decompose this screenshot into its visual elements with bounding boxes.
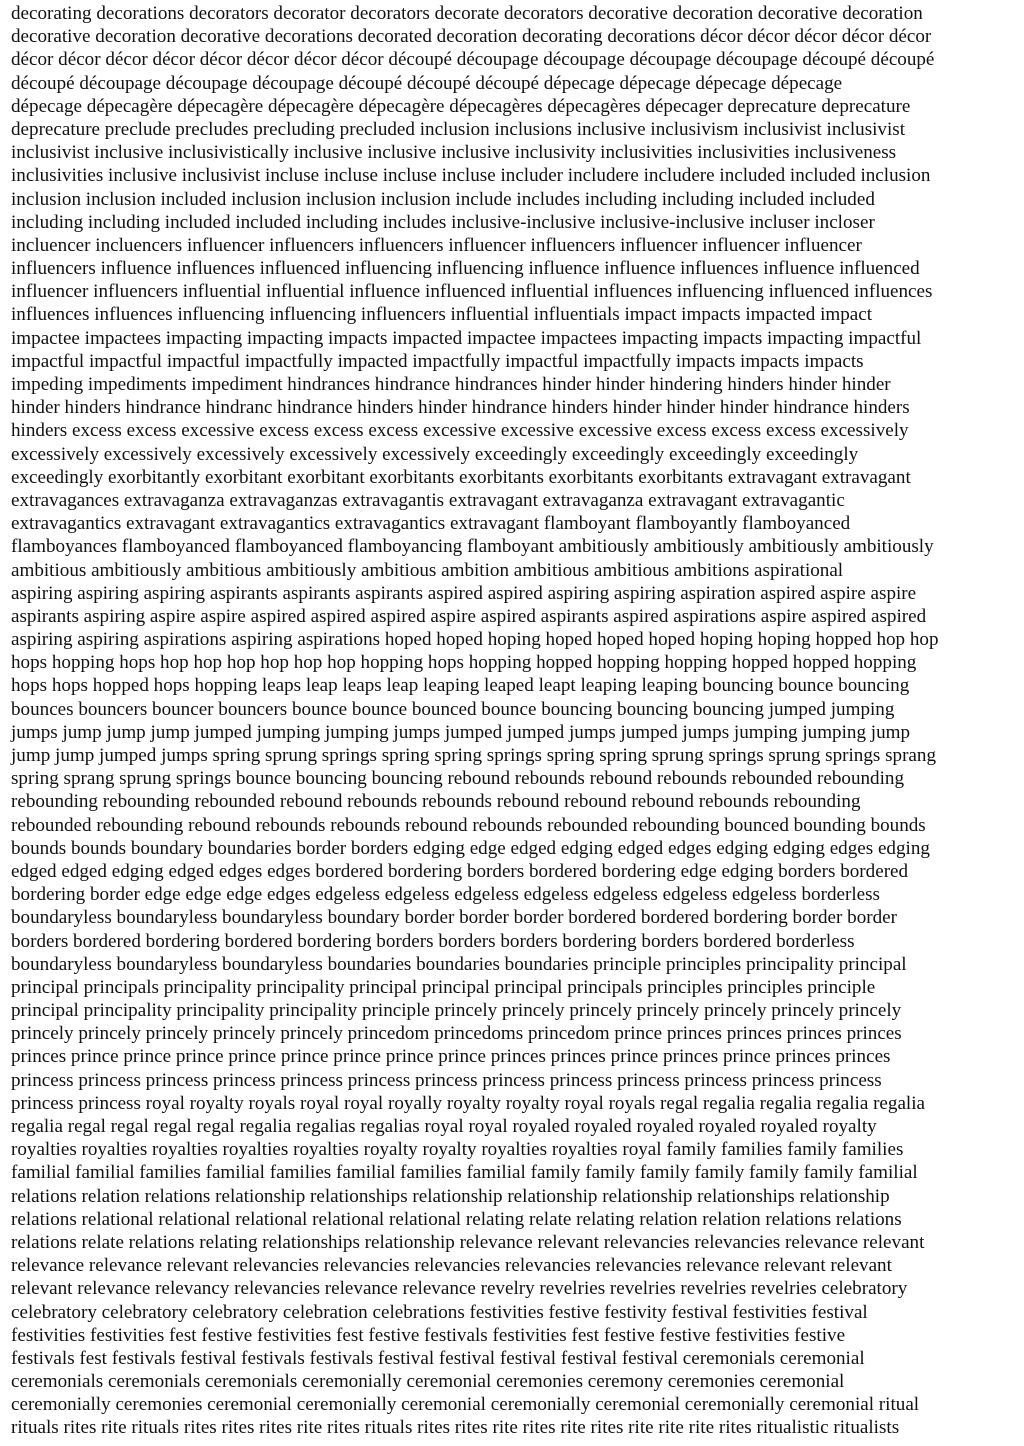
text-line: excessively excessively excessively excessively excessively exceedingly exceedingly exceedingly exceedingly	[11, 443, 859, 465]
text-line: influencers influence influences influenced influencing influencing influence influence influences influence influenced	[11, 258, 920, 280]
text-line: hops hops hopped hops hopping leaps leap leaps leap leaping leaped leapt leaping leaping bouncing bounce bouncing	[11, 675, 910, 697]
text-line: exceedingly exorbitantly exorbitant exorbitant exorbitants exorbitants exorbitants exorbitants extravagant extravagant	[11, 466, 911, 488]
text-line: relations relate relations relating relationships relationship relevance relevant relevancies relevancies relevance relevant	[11, 1231, 925, 1253]
text-line: aspiring aspiring aspirations aspiring aspirations hoped hoped hoping hoped hoped hoped hoping hoping hopped hop hop	[11, 629, 939, 651]
text-line: découpé découpage découpage découpage découpé découpé découpé dépecage dépecage dépecage dépecage	[11, 72, 843, 94]
text-line: inclusivities inclusive inclusivist incluse incluse incluse incluse includer includere includere included included inclusion	[11, 165, 931, 187]
text-line: relevance relevance relevant relevancies relevancies relevancies relevancies relevancies relevance relevant relevant	[11, 1255, 892, 1277]
text-line: ceremonially ceremonies ceremonial ceremonially ceremonial ceremonially ceremonial ceremonially ceremonial ritual	[11, 1394, 920, 1416]
text-line: ambitious ambitiously ambitious ambitiously ambitious ambition ambitious ambitious ambitions aspirational	[11, 559, 844, 581]
text-line: impactee impactees impacting impacting impacts impacted impactee impactees impacting impacts impacting impactful	[11, 327, 922, 349]
text-line: bordering border edge edge edge edges edgeless edgeless edgeless edgeless edgeless edgeless edgeless borderless	[11, 884, 880, 906]
text-line: hinders excess excess excessive excess excess excess excessive excessive excessive excess excess excess excessively	[11, 420, 909, 442]
text-line: extravagances extravaganza extravaganzas extravagantis extravagant extravaganza extravagant extravagantic	[11, 489, 845, 511]
text-line: regalia regal regal regal regal regalia regalias regalias royal royal royaled royaled royaled royaled royaled royalty	[11, 1116, 877, 1137]
text-line: inclusion inclusion included inclusion inclusion inclusion include includes including including included included	[11, 188, 875, 210]
text-line: decorative decoration decorative decorations decorated decoration decorating decorations décor décor décor décor décor	[11, 26, 932, 48]
text-line: jump jump jumped jumps spring sprung springs spring spring springs spring spring sprung springs sprung springs sprang	[11, 745, 936, 766]
text-line: celebratory celebratory celebratory celebration celebrations festivities festive festivity festival festivities festival	[11, 1301, 868, 1323]
text-line: flamboyances flamboyanced flamboyanced flamboyancing flamboyant ambitiously ambitiously ambitiously ambitiously	[11, 536, 934, 558]
text-line: boundaryless boundaryless boundaryless boundary border border border bordered bordered bordering border border	[11, 907, 897, 929]
text-line: festivals fest festivals festival festivals festivals festival festival festival festival festival ceremonials ceremonial	[11, 1347, 865, 1369]
text-line: rebounding rebounding rebounded rebound rebounds rebounds rebound rebound rebound rebounds rebounding	[11, 791, 861, 813]
text-line: impeding impediments impediment hindrances hindrance hindrances hinder hinder hindering hinders hinder hinder	[11, 374, 891, 395]
text-line: princes prince prince prince prince prince prince prince prince princes princes prince princes prince princes princes	[11, 1046, 891, 1068]
text-line: ceremonials ceremonials ceremonials ceremonially ceremonial ceremonies ceremony ceremonies ceremonial	[11, 1371, 845, 1393]
text-line: influences influences influencing influencing influencers influential influentials impact impacts impacted impact	[11, 304, 873, 326]
text-line: princess princess princess princess princess princess princess princess princess princess princess princess princess	[11, 1069, 882, 1091]
text-line: principal principals principality principality principal principal principal principals principles principles principle	[11, 976, 876, 998]
text-line: aspirants aspiring aspire aspire aspired aspired aspired aspire aspired aspirants aspired aspirations aspire aspired aspired	[11, 605, 927, 627]
text-line: incluencer incluencers influencer influencers influencers influencer influencers influencer influencer influencer	[11, 234, 862, 256]
text-line: borders bordered bordering bordered bordering borders borders borders bordering borders bordered borderless	[11, 930, 855, 952]
text-line: royalties royalties royalties royalties royalties royalty royalty royalties royalties royal family families family families	[11, 1139, 904, 1161]
text-line: impactful impactful impactful impactfully impacted impactfully impactful impactfully impacts impacts impacts	[11, 350, 864, 372]
text-line: relations relational relational relational relational relational relating relate relating relation relation relations relations	[11, 1208, 902, 1230]
text-line: rituals rites rite rituals rites rites rites rite rites rituals rites rites rite rites rite rites rite rite rite rites ritualistic ritualists	[11, 1417, 900, 1439]
document-page	[11, 2, 1019, 1440]
text-line: deprecature preclude precludes precluding precluded inclusion inclusions inclusive inclusivism inclusivist inclusivist	[11, 118, 906, 140]
text-line: relations relation relations relationship relationships relationship relationship relationship relationships relationship	[11, 1185, 890, 1207]
text-line: edged edged edging edged edges edges bordered bordering borders bordered bordering edge edging borders bordered	[11, 860, 909, 882]
text-line: princely princely princely princely princely princedom princedoms princedom prince princes princes princes princes	[11, 1023, 902, 1045]
text-line: boundaryless boundaryless boundaryless boundaries boundaries boundaries principle principles principality principal	[11, 953, 907, 975]
text-line: festivities festivities fest festive festivities fest festive festivals festivities fest festive festive festivities festive	[11, 1324, 846, 1346]
text-line: hops hopping hops hop hop hop hop hop hop hopping hops hopping hopped hopping hopping hopped hopped hopping	[11, 652, 917, 674]
text-line: decorating decorations decorators decorator decorators decorate decorators decorative decoration decorative decoration	[11, 3, 923, 24]
text-line: hinder hinders hindrance hindranc hindrance hinders hinder hindrance hinders hinder hinder hinder hindrance hinders	[11, 397, 910, 419]
text-line: princess princess royal royalty royals royal royal royally royalty royalty royal royals regal regalia regalia regalia regalia	[11, 1092, 926, 1114]
text-line: aspiring aspiring aspiring aspirants aspirants aspirants aspired aspired aspiring aspiring aspiration aspired aspire aspire	[11, 582, 917, 604]
text-line: rebounded rebounding rebound rebounds rebounds rebound rebounds rebounded rebounding bounced bounding bounds	[11, 814, 926, 836]
text-line: bounces bouncers bouncer bouncers bounce bounce bounced bounce bouncing bouncing bouncing jumped jumping	[11, 698, 895, 720]
text-line: dépecage dépecagère dépecagère dépecagère dépecagère dépecagères dépecagères dépecager deprecature deprecature	[11, 95, 911, 117]
text-line: spring sprang sprung springs bounce bouncing bouncing rebound rebounds rebound rebounds rebounded rebounding	[11, 768, 905, 790]
text-line: extravagantics extravagant extravagantics extravagantics extravagant flamboyant flamboyantly flamboyanced	[11, 513, 851, 535]
text-line: relevant relevance relevancy relevancies relevance relevance revelry revelries revelries revelries revelries celebratory	[11, 1278, 908, 1300]
text-line: including including included included including includes inclusive-inclusive inclusive-inclusive incluser incloser	[11, 211, 875, 233]
text-line: jumps jump jump jump jumped jumping jumping jumps jumped jumped jumps jumped jumps jumping jumping jump	[11, 721, 911, 743]
text-line: décor décor décor décor décor décor décor décor découpé découpage découpage découpage découpage découpé découpé	[11, 49, 935, 71]
text-line: principal principality principality principality principle princely princely princely princely princely princely princely	[11, 1000, 902, 1022]
text-line: inclusivist inclusive inclusivistically inclusive inclusive inclusive inclusivity inclusivities inclusivities inclusiveness	[11, 142, 897, 164]
text-line: bounds bounds boundary boundaries border borders edging edge edged edging edged edges edging edging edges edging	[11, 837, 930, 859]
text-line: influencer influencers influential influential influence influenced influential influences influencing influenced influences	[11, 281, 933, 303]
text-line: familial familial families familial families familial families familial family family family family family family familial	[11, 1162, 918, 1184]
